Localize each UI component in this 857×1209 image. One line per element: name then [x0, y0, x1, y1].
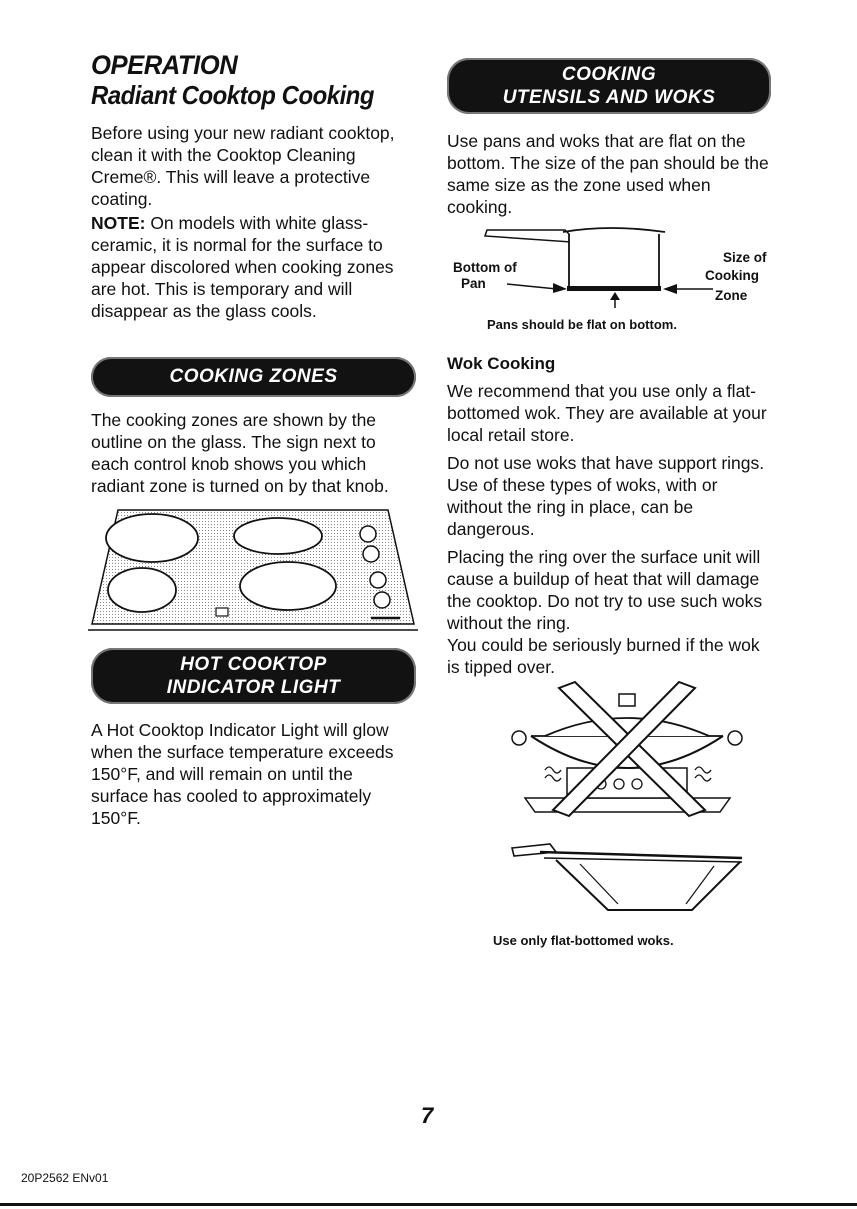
wok-heading: Wok Cooking	[447, 354, 556, 373]
document-code: 20P2562 ENv01	[21, 1171, 109, 1185]
utensils-banner	[447, 58, 771, 114]
cooking-zones-banner-label: COOKING ZONES	[169, 366, 338, 387]
utensils-banner-line1: COOKING	[561, 64, 657, 85]
label-pan: Pan	[461, 276, 486, 291]
hot-cooktop-banner-line1: HOT COOKTOP	[180, 654, 327, 675]
label-bottom-of: Bottom of	[453, 260, 517, 275]
label-zone: Zone	[715, 288, 748, 303]
wok-paragraph-1: We recommend that you use only a flat-bottomed wok. They are available at your local retail store.	[447, 381, 767, 445]
bottom-rule	[0, 1203, 857, 1206]
intro-block	[91, 122, 401, 322]
cooking-zones-paragraph: The cooking zones are shown by the outline on the glass. The sign next to each control knob shows you which radiant zone is turned on by that knob.	[91, 410, 389, 496]
wok-paragraph-2: Do not use woks that have support rings. Use of these types of woks, with or without the ring in place, can be dangerous.	[447, 453, 765, 539]
note-label: NOTE:	[91, 213, 146, 233]
utensils-paragraph: Use pans and woks that are flat on the bottom. The size of the pan should be the same size as the zone used when cooking.	[447, 131, 769, 217]
utensils-banner-line2: UTENSILS AND WOKS	[502, 87, 716, 108]
hot-cooktop-banner-line2: INDICATOR LIGHT	[166, 677, 341, 698]
page-number: 7	[421, 1103, 434, 1128]
label-cooking: Cooking	[705, 268, 759, 283]
intro-note	[91, 212, 401, 322]
note-text: On models with white glass-ceramic, it is normal for the surface to appear discolored when cooking zones are hot. This is temporary and will disappear as the glass cools.	[91, 213, 394, 321]
page-title: Radiant Cooktop Cooking	[91, 80, 375, 110]
hot-cooktop-banner	[91, 648, 416, 704]
section-title: OPERATION	[91, 50, 238, 80]
flat-wok-illustration	[510, 838, 745, 918]
wok-caption: Use only flat-bottomed woks.	[493, 933, 674, 948]
wok-paragraph-4: You could be seriously burned if the wok is tipped over.	[447, 635, 760, 677]
label-size-of: Size of	[723, 250, 767, 265]
pan-diagram	[445, 222, 775, 322]
pan-caption: Pans should be flat on bottom.	[487, 317, 677, 332]
wok-ring-illustration	[505, 680, 750, 820]
intro-paragraph: Before using your new radiant cooktop, clean it with the Cooktop Cleaning Creme®. This will leave a protective coating.	[91, 123, 395, 209]
cooktop-illustration	[88, 506, 418, 634]
hot-cooktop-paragraph: A Hot Cooktop Indicator Light will glow when the surface temperature exceeds 150°F, and will remain on until the surface has cooled to approximately 150°F.	[91, 720, 394, 828]
cooking-zones-banner	[91, 357, 416, 397]
wok-paragraph-3: Placing the ring over the surface unit will cause a buildup of heat that will damage the cooktop. Do not try to use such woks without the ring.	[447, 547, 763, 633]
wok-text-block	[447, 380, 777, 678]
